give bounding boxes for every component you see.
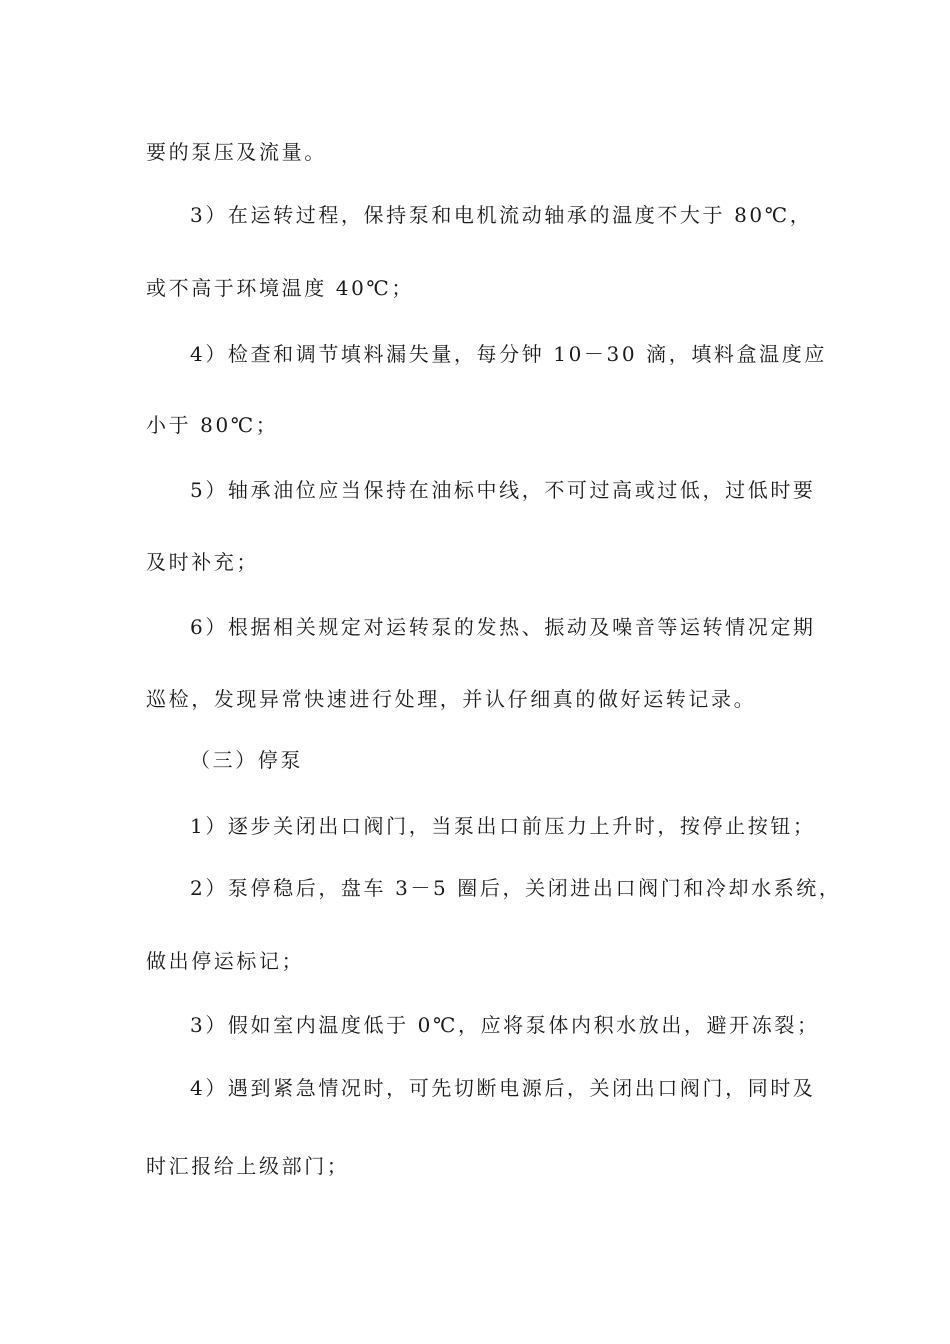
list-item-6-line-1: 6）根据相关规定对运转泵的发热、振动及噪音等运转情况定期 [190, 615, 816, 639]
stop-item-1: 1）逐步关闭出口阀门，当泵出口前压力上升时，按停止按钮； [190, 814, 816, 838]
list-item-3-line-1: 3）在运转过程，保持泵和电机流动轴承的温度不大于 80℃， [190, 203, 813, 227]
list-item-3-line-2: 或不高于环境温度 40℃； [146, 276, 414, 300]
stop-item-3: 3）假如室内温度低于 0℃，应将泵体内积水放出，避开冻裂； [190, 1013, 820, 1037]
stop-item-4-line-2: 时汇报给上级部门； [146, 1154, 350, 1178]
list-item-5-line-2: 及时补充； [146, 550, 259, 574]
list-item-6-line-2: 巡检，发现异常快速进行处理，并认仔细真的做好运转记录。 [146, 687, 757, 711]
list-item-4-line-1: 4）检查和调节填料漏失量，每分钟 10－30 滴，填料盒温度应 [190, 342, 827, 366]
stop-item-4-line-1: 4）遇到紧急情况时，可先切断电源后，关闭出口阀门，同时及 [190, 1076, 816, 1100]
section-heading: （三）停泵 [190, 748, 303, 772]
list-item-5-line-1: 5）轴承油位应当保持在油标中线，不可过高或过低，过低时要 [190, 478, 816, 502]
stop-item-2-line-2: 做出停运标记； [146, 949, 305, 973]
stop-item-2-line-1: 2）泵停稳后，盘车 3－5 圈后，关闭进出口阀门和冷却水系统， [190, 876, 842, 900]
list-item-4-line-2: 小于 80℃； [146, 413, 279, 437]
text-line: 要的泵压及流量。 [146, 140, 327, 164]
